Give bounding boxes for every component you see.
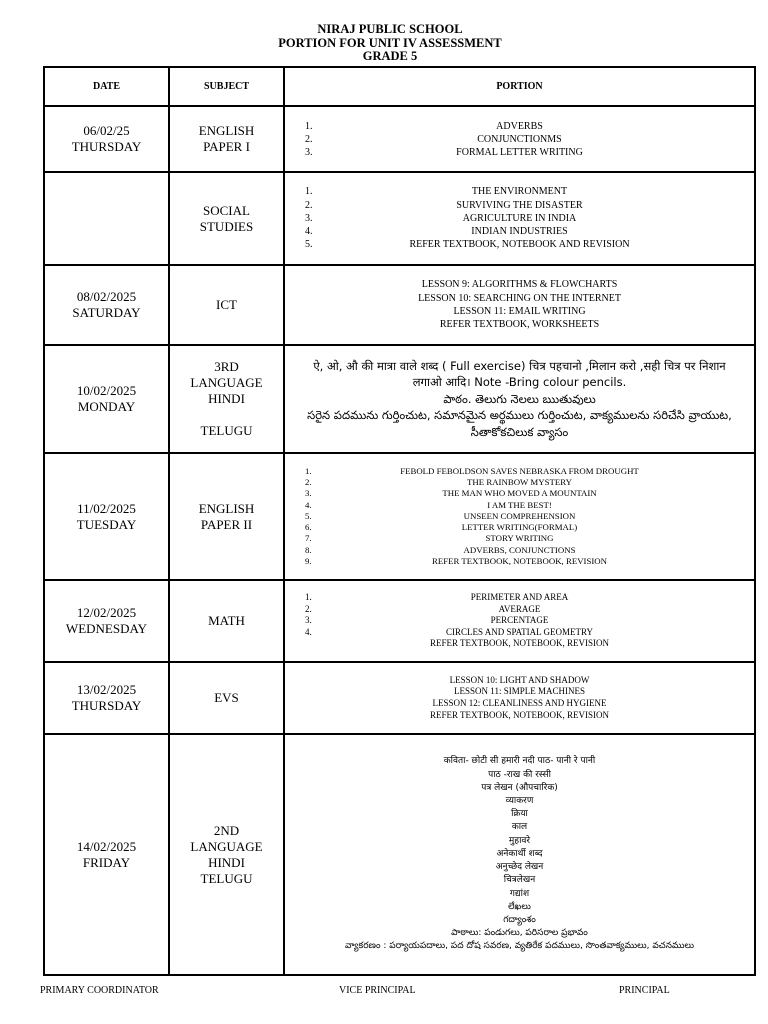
document-header [0, 23, 768, 64]
subject-cell [169, 265, 284, 345]
subject-line: STUDIES [199, 218, 254, 234]
date: 14/02/2025 [76, 838, 137, 854]
subject-cell [169, 172, 284, 265]
date-cell [44, 734, 169, 975]
day: MONDAY [77, 399, 136, 414]
subject-line: ICT [216, 297, 237, 312]
portion-line: LESSON 9: ALGORITHMS & FLOWCHARTS [421, 279, 618, 291]
subject-cell [169, 345, 284, 453]
portion-cell [284, 265, 755, 345]
subject-line: ENGLISH [198, 500, 255, 516]
portion-line: LESSON 10: SEARCHING ON THE INTERNET [418, 292, 621, 304]
list-item: 6. LETTER WRITING(FORMAL) [305, 522, 578, 533]
table-row [44, 580, 755, 662]
subject-line: SOCIAL [203, 202, 250, 218]
portion-cell [284, 345, 755, 453]
list-item: 5. UNSEEN COMPREHENSION [305, 510, 576, 521]
list-item: 4. INDIAN INDUSTRIES [305, 226, 568, 238]
portion-line: సరైన పదమును గుర్తించుట, సమానమైన అర్థములు గుర్తించుట, వాక్యములను సరిచేసి వ్రాయుట, సీతాకోకచిలుక వ్యాసం [307, 408, 732, 439]
portion-line: व्याकरण [505, 796, 534, 807]
date: 13/02/2025 [76, 682, 137, 697]
signature-vice-principal: VICE PRINCIPAL [339, 985, 416, 996]
list-item: 4. I AM THE BEST! [305, 499, 552, 510]
portion-list [285, 185, 754, 251]
subject-line: PAPER II [200, 516, 253, 532]
date-cell [44, 106, 169, 172]
subject-line: MATH [208, 613, 245, 628]
portion-line: अनेकार्थी शब्द [496, 848, 543, 859]
table-row [44, 734, 755, 975]
portion-list [285, 120, 754, 159]
subject-cell [169, 106, 284, 172]
portion-line: LESSON 12: CLEANLINESS AND HYGIENE [432, 698, 607, 708]
schedule-table [43, 66, 756, 976]
table-row [44, 345, 755, 453]
list-item: 2. CONJUNCTIONMS [305, 133, 562, 145]
list-item: 9. REFER TEXTBOOK, NOTEBOOK, REVISION [305, 556, 608, 567]
subject-line: HINDI [208, 854, 245, 870]
list-item: 2. SURVIVING THE DISASTER [305, 199, 583, 211]
portion-line: ऐ, ओ, औ की मात्रा वाले शब्द ( Full exercise) चित्र पहचानो ,मिलान करो ,सही चित्र पर निशान लगाओ आदि। Note -Bring colour pencils. [313, 358, 726, 390]
date: 08/02/2025 [76, 289, 137, 304]
subject-line: TELUGU [200, 423, 253, 438]
subject-line: HINDI [208, 391, 245, 406]
signature-primary-coordinator: PRIMARY COORDINATOR [40, 985, 159, 996]
portion-cell [284, 734, 755, 975]
portion-line: कविता- छोटी सी हमारी नदी पाठ- पानी रे पानी [443, 756, 596, 767]
list-item: 3. PERCENTAGE [305, 615, 549, 626]
portion-cell [284, 172, 755, 265]
subject-line: EVS [214, 690, 239, 705]
portion-line: गद्यांश [509, 888, 530, 899]
list-item: 4. CIRCLES AND SPATIAL GEOMETRY [305, 626, 594, 637]
col-header-subject: SUBJECT [169, 67, 284, 106]
portion-line: పాఠాలు: పండుగలు, పరిసరాల ప్రభావం [451, 928, 588, 939]
date-cell [44, 580, 169, 662]
portion-cell [284, 453, 755, 580]
table-row [44, 662, 755, 734]
list-item: 3. THE MAN WHO MOVED A MOUNTAIN [305, 488, 597, 499]
table-row [44, 172, 755, 265]
portion-line: LESSON 11: SIMPLE MACHINES [454, 686, 585, 697]
list-item: 2. AVERAGE [305, 603, 541, 614]
table-header-row [44, 67, 755, 106]
subject-cell [169, 734, 284, 975]
portion-line: REFER TEXTBOOK, WORKSHEETS [439, 319, 600, 331]
list-item: 1. THE ENVIRONMENT [305, 186, 568, 198]
list-item: 1. ADVERBS [305, 120, 543, 132]
portion-line: अनुच्छेद लेखन [495, 862, 544, 873]
date-cell [44, 662, 169, 734]
table-row [44, 453, 755, 580]
portion-cell [284, 106, 755, 172]
subject-line: 3RD [214, 359, 239, 374]
subject-line: ENGLISH [198, 123, 255, 138]
date: 11/02/2025 [77, 500, 136, 516]
date: 06/02/25 [83, 123, 130, 138]
day: THURSDAY [71, 698, 142, 713]
subject-cell [169, 580, 284, 662]
list-item: 5. REFER TEXTBOOK, NOTEBOOK AND REVISION [305, 239, 630, 251]
portion-line: గద్యాంశం [503, 914, 536, 925]
col-header-date: DATE [44, 67, 169, 106]
date-cell [44, 172, 169, 265]
portion-line: లేఖలు [508, 901, 531, 912]
document-title: PORTION FOR UNIT IV ASSESSMENT [278, 35, 502, 50]
portion-line: LESSON 10: LIGHT AND SHADOW [449, 674, 590, 685]
day: THURSDAY [71, 139, 142, 154]
col-header-portion: PORTION [284, 67, 755, 106]
portion-line: पत्र लेखन (औपचारिक) [481, 782, 558, 793]
list-item: 3. FORMAL LETTER WRITING [305, 146, 583, 158]
subject-line: 2ND [213, 822, 240, 838]
portion-line: పాఠం. తెలుగు నెలలు ఋతువులు [443, 391, 596, 406]
list-item: 1. FEBOLD FEBOLDSON SAVES NEBRASKA FROM DROUGHT [305, 465, 639, 476]
date: 12/02/2025 [76, 605, 137, 620]
subject-cell [169, 453, 284, 580]
date-cell [44, 345, 169, 453]
day: SATURDAY [72, 305, 141, 320]
portion-line: चित्रलेखन [503, 875, 536, 886]
grade-label: GRADE 5 [362, 49, 418, 63]
list-item: 7. STORY WRITING [305, 533, 554, 544]
portion-line: వ్యాకరణం : పర్యాయపదాలు, పద దోష సవరణ, వ్యతిరేక పదములు, సొంతవాక్యములు, వచనములు [344, 941, 695, 952]
list-item: 3. AGRICULTURE IN INDIA [305, 212, 577, 224]
subject-spacer [170, 407, 283, 423]
table-row [44, 106, 755, 172]
date-cell [44, 265, 169, 345]
portion-line: REFER TEXTBOOK, NOTEBOOK, REVISION [429, 709, 610, 720]
portion-cell [284, 662, 755, 734]
subject-line: LANGUAGE [190, 375, 263, 390]
list-item: 1. PERIMETER AND AREA [305, 592, 569, 603]
date-cell [44, 453, 169, 580]
date: 10/02/2025 [76, 383, 137, 398]
school-name: NIRAJ PUBLIC SCHOOL [317, 22, 463, 36]
portion-line: मुहावरे [508, 835, 531, 846]
table-row [44, 265, 755, 345]
portion-list [285, 466, 754, 568]
day: TUESDAY [76, 516, 137, 532]
portion-note: REFER TEXTBOOK, NOTEBOOK, REVISION [429, 638, 610, 649]
day: WEDNESDAY [65, 621, 148, 636]
subject-cell [169, 662, 284, 734]
list-item: 2. THE RAINBOW MYSTERY [305, 476, 572, 487]
portion-line: क्रिया [511, 809, 528, 820]
subject-line: TELUGU [200, 870, 253, 886]
portion-list [285, 592, 754, 650]
subject-line: LANGUAGE [190, 838, 263, 854]
list-item: 8. ADVERBS, CONJUNCTIONS [305, 544, 576, 555]
portion-line: पाठ -राख की रस्सी [488, 769, 551, 780]
signature-principal: PRINCIPAL [619, 985, 670, 996]
subject-line: PAPER I [203, 139, 250, 154]
portion-cell [284, 580, 755, 662]
day: FRIDAY [82, 854, 131, 870]
portion-line: काल [511, 822, 528, 833]
portion-line: LESSON 11: EMAIL WRITING [453, 306, 586, 317]
